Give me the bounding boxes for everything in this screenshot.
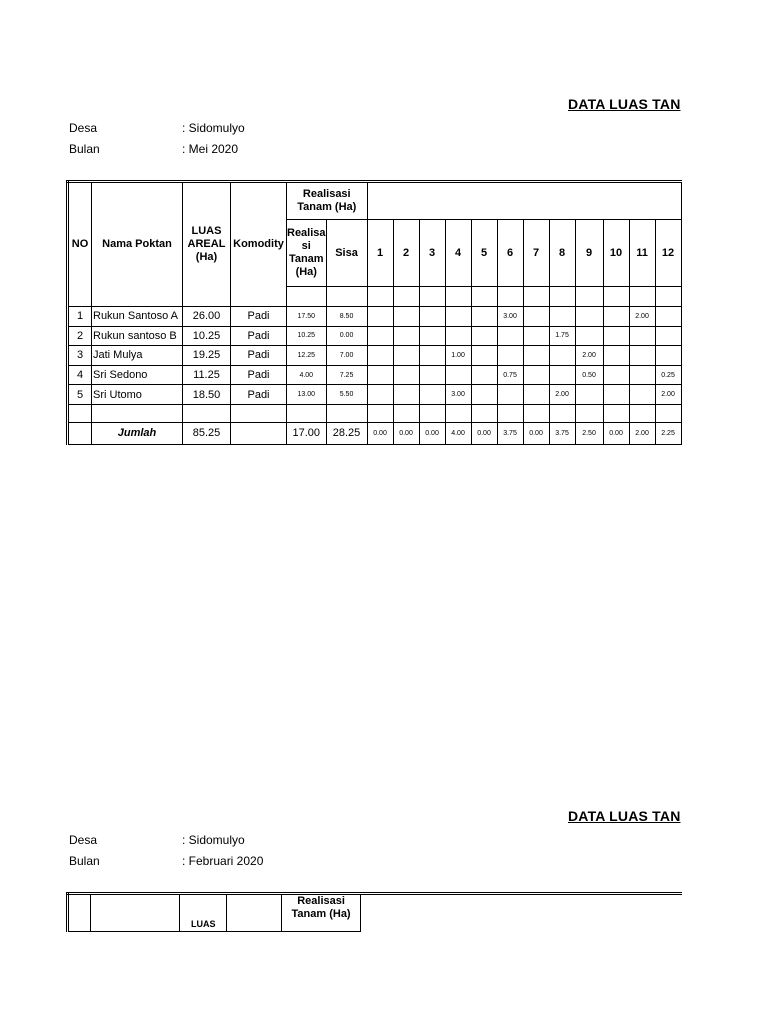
row-week-8: 1.75	[549, 326, 575, 346]
row-week-7	[523, 346, 549, 366]
row-week-4	[445, 365, 471, 385]
bulan-label-2: Bulan	[69, 854, 100, 868]
row-week-9	[575, 385, 603, 405]
total-week-4: 4.00	[445, 422, 471, 444]
row-week-6: 3.00	[497, 307, 523, 327]
row-week-8: 2.00	[549, 385, 575, 405]
row-realisasi: 4.00	[287, 365, 327, 385]
row-no: 2	[68, 326, 92, 346]
header-komodity: Komodity	[231, 182, 287, 307]
row-week-10	[603, 365, 629, 385]
total-week-9: 2.50	[575, 422, 603, 444]
total-week-8: 3.75	[549, 422, 575, 444]
row-week-8	[549, 307, 575, 327]
row-week-8	[549, 365, 575, 385]
table-row	[68, 385, 682, 405]
row-week-9	[575, 326, 603, 346]
row-week-11	[629, 346, 655, 366]
row-week-12: 0.25	[655, 365, 681, 385]
row-week-8	[549, 346, 575, 366]
row-week-5	[471, 346, 497, 366]
row-luas: 19.25	[183, 346, 231, 366]
desa-label: Desa	[69, 121, 98, 135]
row-komodity: Padi	[231, 326, 287, 346]
header-nama-poktan: Nama Poktan	[92, 182, 183, 307]
row-week-1	[367, 385, 393, 405]
header-week-5: 5	[471, 220, 497, 287]
row-week-12	[655, 307, 681, 327]
sheet-page-1	[0, 0, 682, 460]
sheet-page-2	[0, 790, 682, 929]
row-week-4: 1.00	[445, 346, 471, 366]
header-week-8: 8	[549, 220, 575, 287]
row-week-9	[575, 307, 603, 327]
header-luas-2: LUAS	[180, 894, 227, 932]
row-week-11	[629, 385, 655, 405]
row-week-3	[419, 385, 445, 405]
row-luas: 11.25	[183, 365, 231, 385]
row-week-3	[419, 307, 445, 327]
row-no: 3	[68, 346, 92, 366]
row-week-2	[393, 346, 419, 366]
header-realisasi-group-2: Realisasi Tanam (Ha)	[281, 894, 360, 932]
row-week-2	[393, 326, 419, 346]
total-week-10: 0.00	[603, 422, 629, 444]
bulan-label: Bulan	[69, 142, 100, 156]
page-title-2: DATA LUAS TAN	[568, 808, 681, 824]
header-week-4: 4	[445, 220, 471, 287]
row-week-6	[497, 385, 523, 405]
row-week-2	[393, 385, 419, 405]
row-komodity: Padi	[231, 307, 287, 327]
table-row	[68, 326, 682, 346]
row-week-11	[629, 365, 655, 385]
total-week-2: 0.00	[393, 422, 419, 444]
row-week-1	[367, 365, 393, 385]
row-week-7	[523, 326, 549, 346]
header-week-9: 9	[575, 220, 603, 287]
total-week-11: 2.00	[629, 422, 655, 444]
total-realisasi: 17.00	[287, 422, 327, 444]
row-luas: 10.25	[183, 326, 231, 346]
row-week-4	[445, 307, 471, 327]
total-week-12: 2.25	[655, 422, 681, 444]
bulan-value: : Mei 2020	[182, 142, 239, 156]
row-no: 4	[68, 365, 92, 385]
row-week-3	[419, 326, 445, 346]
row-nama-poktan: Rukun Santoso A	[92, 307, 183, 327]
row-sisa: 0.00	[326, 326, 367, 346]
row-week-2	[393, 307, 419, 327]
row-realisasi: 13.00	[287, 385, 327, 405]
row-no: 5	[68, 385, 92, 405]
row-week-6	[497, 326, 523, 346]
header-luas-areal: LUAS AREAL (Ha)	[183, 182, 231, 307]
row-komodity: Padi	[231, 346, 287, 366]
row-week-3	[419, 365, 445, 385]
desa-value: : Sidomulyo	[182, 121, 245, 135]
row-week-12	[655, 326, 681, 346]
total-week-6: 3.75	[497, 422, 523, 444]
row-week-4	[445, 326, 471, 346]
row-no: 1	[68, 307, 92, 327]
row-week-10	[603, 385, 629, 405]
row-sisa: 5.50	[326, 385, 367, 405]
row-realisasi: 12.25	[287, 346, 327, 366]
row-week-7	[523, 307, 549, 327]
table-row	[68, 346, 682, 366]
row-sisa: 7.00	[326, 346, 367, 366]
row-week-6: 0.75	[497, 365, 523, 385]
row-week-2	[393, 365, 419, 385]
row-week-10	[603, 307, 629, 327]
desa-value-2: : Sidomulyo	[182, 833, 245, 847]
row-week-1	[367, 326, 393, 346]
header-week-1: 1	[367, 220, 393, 287]
header-sisa: Sisa	[326, 220, 367, 287]
header-week-group	[367, 182, 681, 220]
total-week-1: 0.00	[367, 422, 393, 444]
row-nama-poktan: Jati Mulya	[92, 346, 183, 366]
row-week-12	[655, 346, 681, 366]
table-row	[68, 365, 682, 385]
header-week-3: 3	[419, 220, 445, 287]
header-week-11: 11	[629, 220, 655, 287]
row-nama-poktan: Sri Utomo	[92, 385, 183, 405]
row-week-10	[603, 326, 629, 346]
row-realisasi: 10.25	[287, 326, 327, 346]
total-label: Jumlah	[92, 422, 183, 444]
row-luas: 18.50	[183, 385, 231, 405]
row-week-10	[603, 346, 629, 366]
row-week-6	[497, 346, 523, 366]
row-week-12: 2.00	[655, 385, 681, 405]
header-week-12: 12	[655, 220, 681, 287]
row-week-5	[471, 326, 497, 346]
header-realisasi-group: Realisasi Tanam (Ha)	[287, 182, 368, 220]
header-week-7: 7	[523, 220, 549, 287]
total-week-3: 0.00	[419, 422, 445, 444]
desa-label-2: Desa	[69, 833, 98, 847]
row-realisasi: 17.50	[287, 307, 327, 327]
row-week-1	[367, 307, 393, 327]
row-komodity: Padi	[231, 385, 287, 405]
row-sisa: 7.25	[326, 365, 367, 385]
row-week-1	[367, 346, 393, 366]
total-week-7: 0.00	[523, 422, 549, 444]
row-week-11: 2.00	[629, 307, 655, 327]
row-week-5	[471, 385, 497, 405]
bulan-value-2: : Februari 2020	[182, 854, 264, 868]
row-week-7	[523, 365, 549, 385]
row-week-7	[523, 385, 549, 405]
row-week-5	[471, 307, 497, 327]
total-row	[68, 422, 682, 444]
header-week-2: 2	[393, 220, 419, 287]
row-nama-poktan: Sri Sedono	[92, 365, 183, 385]
row-luas: 26.00	[183, 307, 231, 327]
table-row	[68, 307, 682, 327]
header-realisasi-tanam: Realisa si Tanam (Ha)	[287, 220, 327, 287]
total-sisa: 28.25	[326, 422, 367, 444]
total-luas: 85.25	[183, 422, 231, 444]
row-week-9: 0.50	[575, 365, 603, 385]
row-sisa: 8.50	[326, 307, 367, 327]
header-week-10: 10	[603, 220, 629, 287]
page-title: DATA LUAS TAN	[568, 96, 681, 112]
data-table	[66, 180, 682, 445]
row-nama-poktan: Rukun santoso B	[92, 326, 183, 346]
row-week-9: 2.00	[575, 346, 603, 366]
data-table-2	[66, 892, 682, 932]
header-week-6: 6	[497, 220, 523, 287]
row-week-3	[419, 346, 445, 366]
row-week-5	[471, 365, 497, 385]
row-week-11	[629, 326, 655, 346]
total-week-5: 0.00	[471, 422, 497, 444]
row-week-4: 3.00	[445, 385, 471, 405]
header-no: NO	[68, 182, 92, 307]
row-komodity: Padi	[231, 365, 287, 385]
